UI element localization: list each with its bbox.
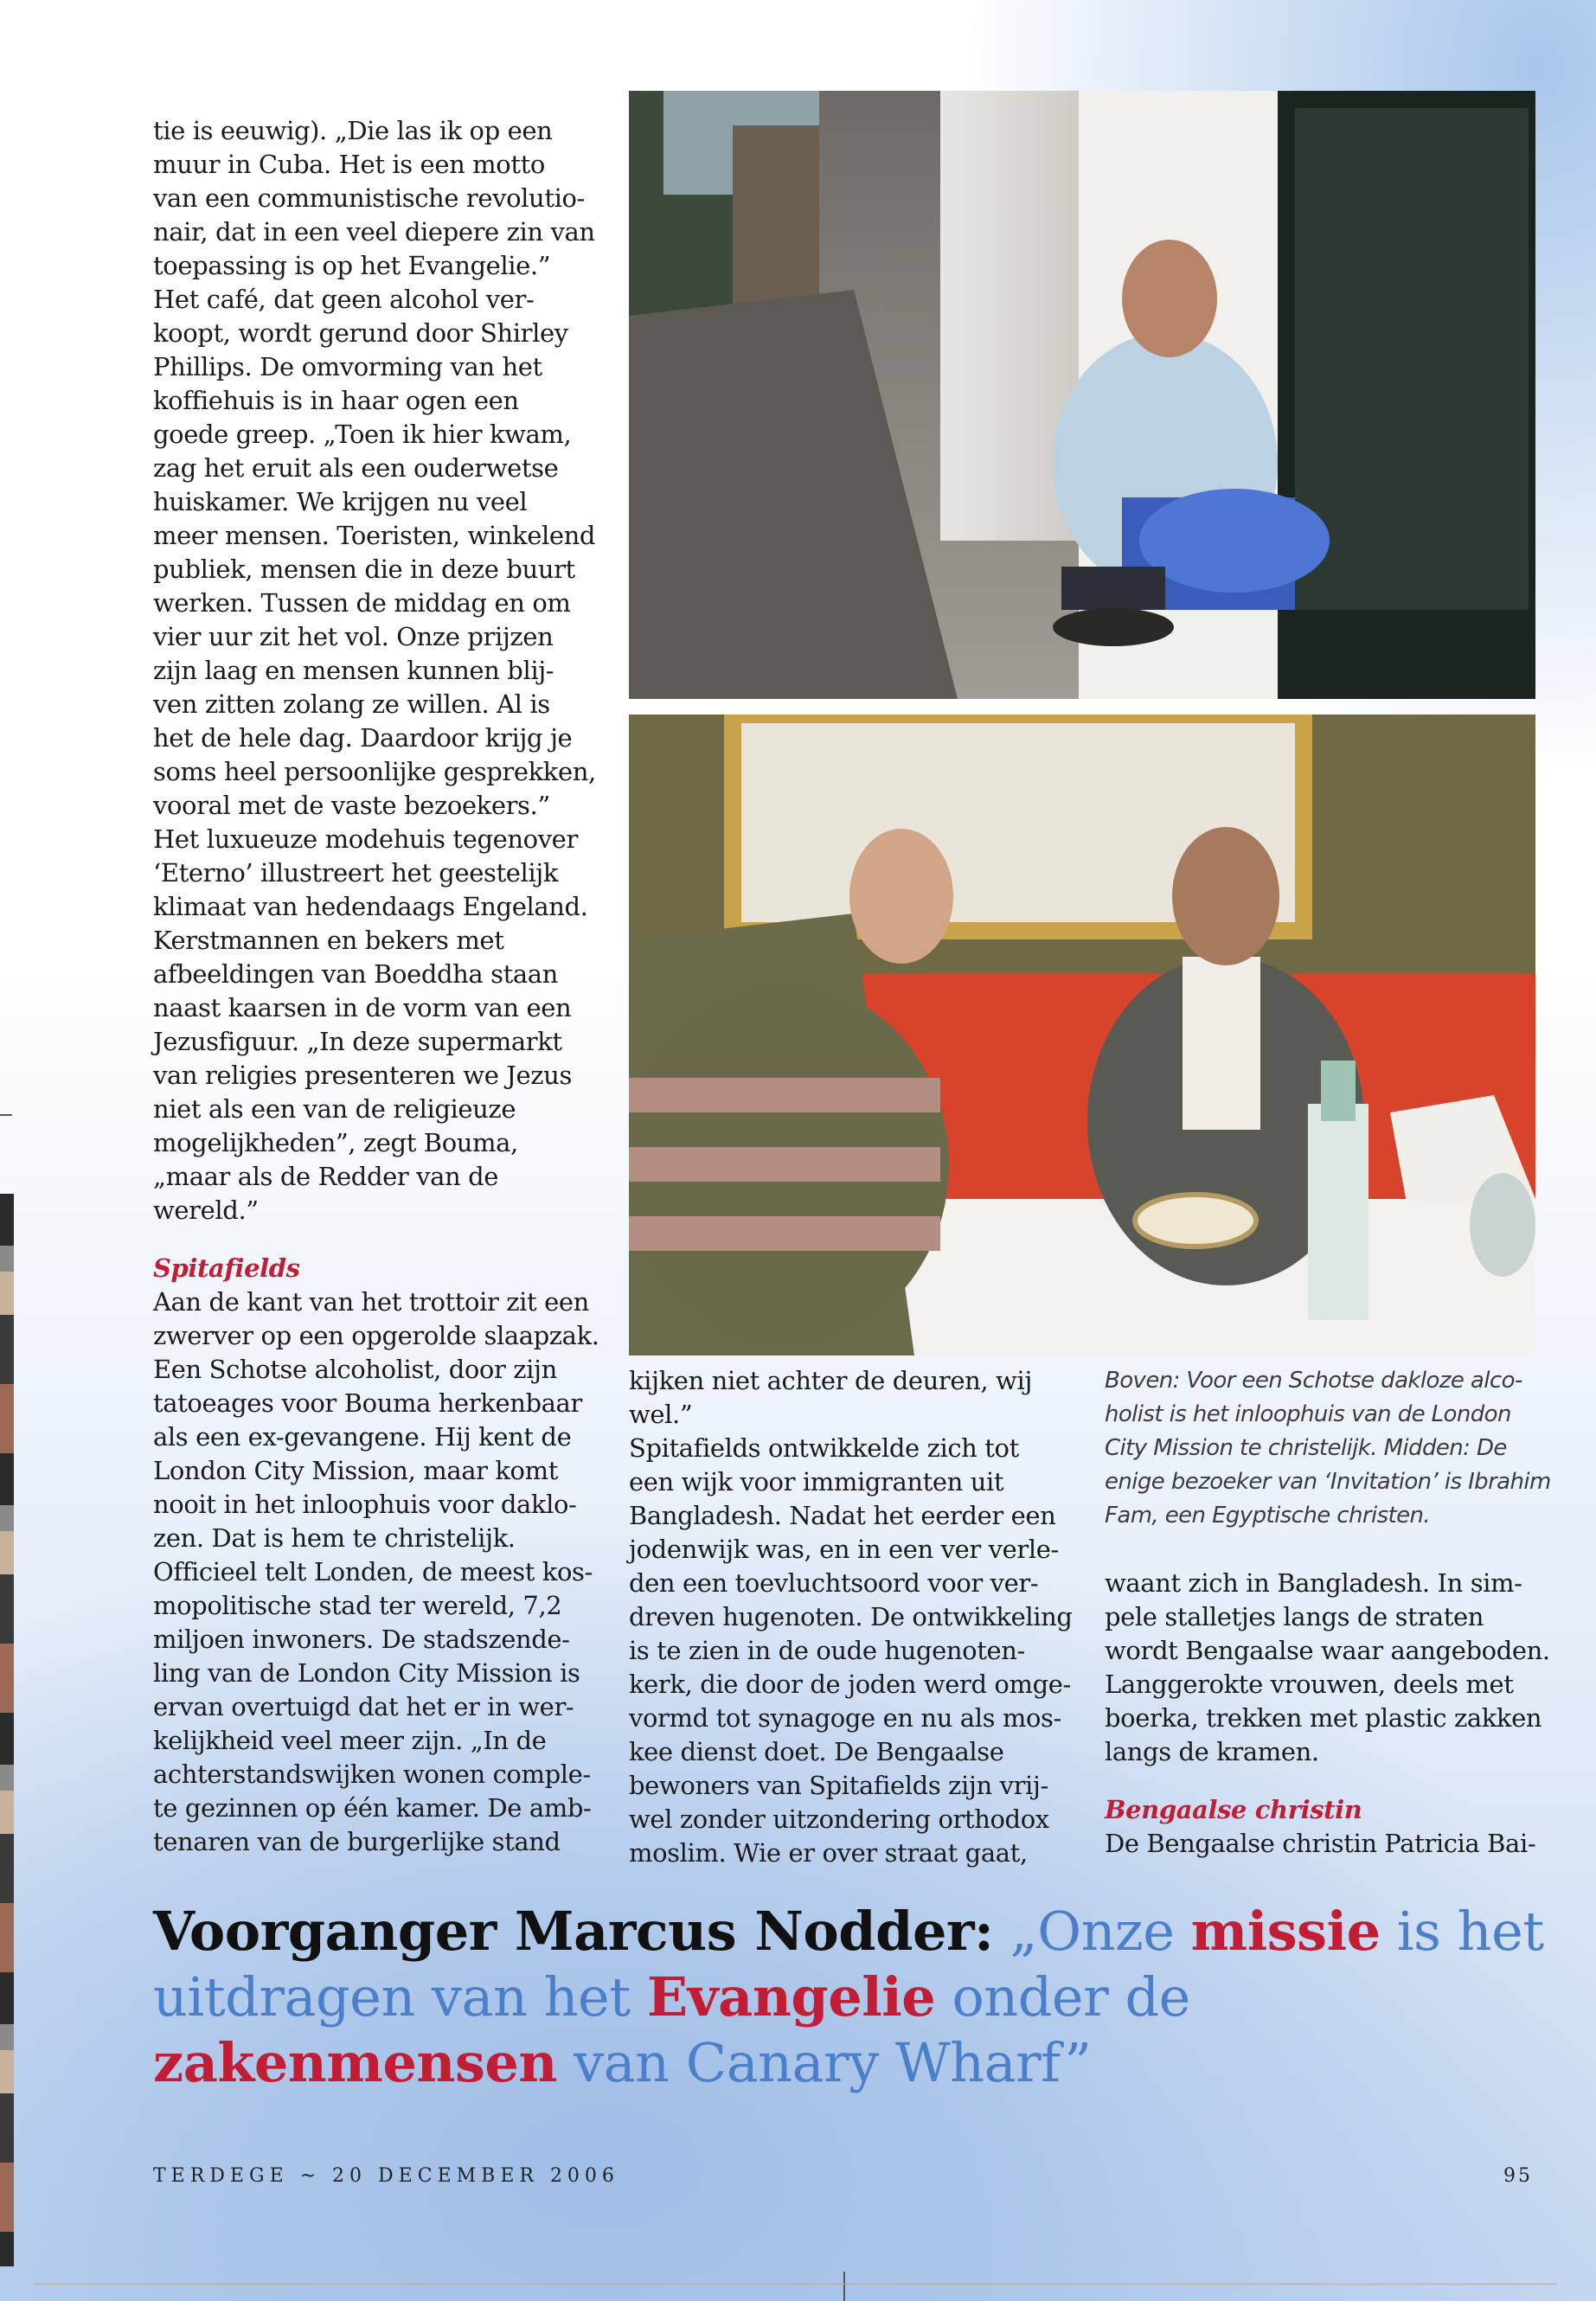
pull-quote-emphasis: missie xyxy=(1190,1900,1381,1963)
text-line: De Bengaalse christin Patricia Bai- xyxy=(1105,1829,1536,1858)
column-3-paragraphs xyxy=(1105,1567,1554,1769)
text-line: publiek, mensen die in deze buurt xyxy=(153,554,575,584)
text-line: koffiehuis is in haar ogen een xyxy=(153,386,519,415)
text-line: zen. Dat is hem te christelijk. xyxy=(153,1523,516,1553)
text-line: mogelijkheden”, zegt Bouma, xyxy=(153,1128,518,1157)
text-line: tatoeages voor Bouma herkenbaar xyxy=(153,1388,582,1418)
text-line: muur in Cuba. Het is een motto xyxy=(153,150,545,179)
article-column-1 xyxy=(153,114,603,1859)
text-line: ‘Eterno’ illustreert het geestelijk xyxy=(153,858,559,888)
footer-publication: TERDEGE ~ 20 DECEMBER 2006 xyxy=(153,2165,619,2187)
text-line: Bangladesh. Nadat het eerder een xyxy=(629,1501,1056,1530)
text-line: waant zich in Bangladesh. In sim- xyxy=(1105,1568,1522,1598)
crop-mark xyxy=(0,1114,12,1116)
pull-quote-text: van Canary Wharf” xyxy=(556,2031,1092,2094)
text-line: jodenwijk was, en in een ver verle- xyxy=(629,1535,1059,1564)
text-line: vooral met de vaste bezoekers.” xyxy=(153,791,550,820)
text-line: Kerstmannen en bekers met xyxy=(153,926,504,955)
text-line: Jezusfiguur. „In deze supermarkt xyxy=(153,1027,562,1056)
text-line: als een ex-gevangene. Hij kent de xyxy=(153,1422,572,1452)
text-line: kijken niet achter de deuren, wij xyxy=(629,1366,1032,1395)
text-line: niet als een van de religieuze xyxy=(153,1094,516,1124)
pull-quote-line-2 xyxy=(153,1965,1537,2030)
caption-line: enige bezoeker van ‘Invitation’ is Ibrahim xyxy=(1105,1469,1551,1495)
photo-caption-lines xyxy=(1105,1364,1551,1533)
text-line: dreven hugenoten. De ontwikkeling xyxy=(629,1602,1073,1631)
text-line: zag het eruit als een ouderwetse xyxy=(153,453,559,483)
text-line: te gezinnen op één kamer. De amb- xyxy=(153,1793,592,1823)
text-line: goede greep. „Toen ik hier kwam, xyxy=(153,420,572,449)
text-line: pele stalletjes langs de straten xyxy=(1105,1602,1484,1631)
text-line: naast kaarsen in de vorm van een xyxy=(153,993,572,1022)
pull-quote xyxy=(153,1899,1544,2096)
street-photo xyxy=(629,91,1535,699)
text-line: toepassing is op het Evangelie.” xyxy=(153,251,551,280)
text-line: soms heel persoonlijke gesprekken, xyxy=(153,757,596,786)
crop-mark xyxy=(843,2272,845,2301)
text-line: kelijkheid veel meer zijn. „In de xyxy=(153,1726,547,1755)
text-line: mopolitische stad ter wereld, 7,2 xyxy=(153,1591,562,1620)
text-line: Een Schotse alcoholist, door zijn xyxy=(153,1355,557,1384)
pull-quote-text: „Onze xyxy=(993,1900,1191,1963)
text-line: ervan overtuigd dat het er in wer- xyxy=(153,1692,574,1721)
text-line: miljoen inwoners. De stadszende- xyxy=(153,1625,570,1654)
pull-quote-emphasis: Evangelie xyxy=(646,1965,936,2029)
text-line: meer mensen. Toeristen, winkelend xyxy=(153,521,596,550)
pull-quote-speaker: Voorganger Marcus Nodder: xyxy=(153,1900,994,1963)
text-line: bewoners van Spitafields zijn vrij- xyxy=(629,1771,1048,1800)
text-line: den een toevluchtsoord voor ver- xyxy=(629,1568,1039,1598)
trim-line xyxy=(35,2284,1557,2285)
text-line: ling van de London City Mission is xyxy=(153,1658,580,1688)
text-line: Langgerokte vrouwen, deels met xyxy=(1105,1670,1514,1699)
article-column-2 xyxy=(629,1364,1079,1870)
column-1-paragraphs-continued xyxy=(153,1285,603,1859)
text-line: London City Mission, maar komt xyxy=(153,1456,558,1485)
photo-caption xyxy=(1105,1364,1551,1533)
text-line: boerka, trekken met plastic zakken xyxy=(1105,1703,1542,1733)
text-line: achterstandswijken wonen comple- xyxy=(153,1759,591,1789)
page-number: 95 xyxy=(1503,2165,1533,2187)
text-line: werken. Tussen de middag en om xyxy=(153,588,571,618)
text-line: van een communistische revolutio- xyxy=(153,183,585,213)
text-line: Spitafields ontwikkelde zich tot xyxy=(629,1433,1019,1463)
adjacent-page-edge xyxy=(0,1194,14,2266)
text-line: zwerver op een opgerolde slaapzak. xyxy=(153,1321,599,1350)
text-line: is te zien in de oude hugenoten- xyxy=(629,1636,1025,1665)
text-line: „maar als de Redder van de xyxy=(153,1162,499,1191)
text-line: zijn laag en mensen kunnen blij- xyxy=(153,656,554,685)
text-line: Het café, dat geen alcohol ver- xyxy=(153,285,535,314)
text-line: tenaren van de burgerlijke stand xyxy=(153,1827,561,1856)
text-line: wereld.” xyxy=(153,1195,259,1225)
text-line: ven zitten zolang ze willen. Al is xyxy=(153,689,550,719)
pull-quote-text: uitdragen van het xyxy=(153,1965,647,2029)
caption-line: Boven: Voor een Schotse dakloze alco- xyxy=(1105,1368,1522,1394)
restaurant-photo xyxy=(629,715,1535,1356)
text-line: Aan de kant van het trottoir zit een xyxy=(153,1287,589,1317)
photo-restaurant-conversation xyxy=(629,715,1535,1356)
text-line: vormd tot synagoge en nu als mos- xyxy=(629,1703,1061,1733)
text-line: wel.” xyxy=(629,1400,693,1429)
caption-line: holist is het inloophuis van de London xyxy=(1105,1401,1511,1427)
text-line: wel zonder uitzondering orthodox xyxy=(629,1804,1049,1834)
text-line: het de hele dag. Daardoor krijg je xyxy=(153,723,573,753)
text-line: wordt Bengaalse waar aangeboden. xyxy=(1105,1636,1550,1665)
caption-line: Fam, een Egyptische christen. xyxy=(1105,1503,1431,1529)
text-line: kee dienst doet. De Bengaalse xyxy=(629,1737,1004,1766)
text-line: een wijk voor immigranten uit xyxy=(629,1467,1004,1497)
pull-quote-text: onder de xyxy=(935,1965,1190,2029)
pull-quote-emphasis: zakenmensen xyxy=(153,2031,557,2094)
pull-quote-text: is het xyxy=(1380,1900,1544,1963)
pull-quote-line-1 xyxy=(153,1899,1544,1965)
text-line: afbeeldingen van Boeddha staan xyxy=(153,959,558,989)
text-line: koopt, wordt gerund door Shirley xyxy=(153,318,568,348)
column-2-paragraphs xyxy=(629,1364,1079,1870)
text-line: nair, dat in een veel diepere zin van xyxy=(153,217,595,247)
text-line: Het luxueuze modehuis tegenover xyxy=(153,824,578,854)
text-line: Phillips. De omvorming van het xyxy=(153,352,542,381)
subheading-spitafields: Spitafields xyxy=(153,1253,300,1283)
column-3-paragraphs-continued xyxy=(1105,1827,1554,1861)
text-line: van religies presenteren we Jezus xyxy=(153,1061,572,1090)
caption-line: City Mission te christelijk. Midden: De xyxy=(1105,1435,1507,1461)
text-line: nooit in het inloophuis voor daklo- xyxy=(153,1490,577,1519)
subheading-bengaalse-christin: Bengaalse christin xyxy=(1105,1795,1362,1824)
text-line: tie is eeuwig). „Die las ik op een xyxy=(153,116,553,145)
text-line: vier uur zit het vol. Onze prijzen xyxy=(153,622,554,651)
text-line: kerk, die door de joden werd omge- xyxy=(629,1670,1071,1699)
text-line: klimaat van hedendaags Engeland. xyxy=(153,892,588,921)
text-line: huiskamer. We krijgen nu veel xyxy=(153,487,528,516)
pull-quote-line-3 xyxy=(153,2030,1537,2096)
text-line: Officieel telt Londen, de meest kos- xyxy=(153,1557,593,1586)
article-column-3 xyxy=(1105,1567,1554,1861)
text-line: langs de kramen. xyxy=(1105,1737,1319,1766)
column-1-paragraphs xyxy=(153,114,603,1227)
text-line: moslim. Wie er over straat gaat, xyxy=(629,1838,1028,1868)
photo-homeless-man-on-sidewalk xyxy=(629,91,1535,699)
